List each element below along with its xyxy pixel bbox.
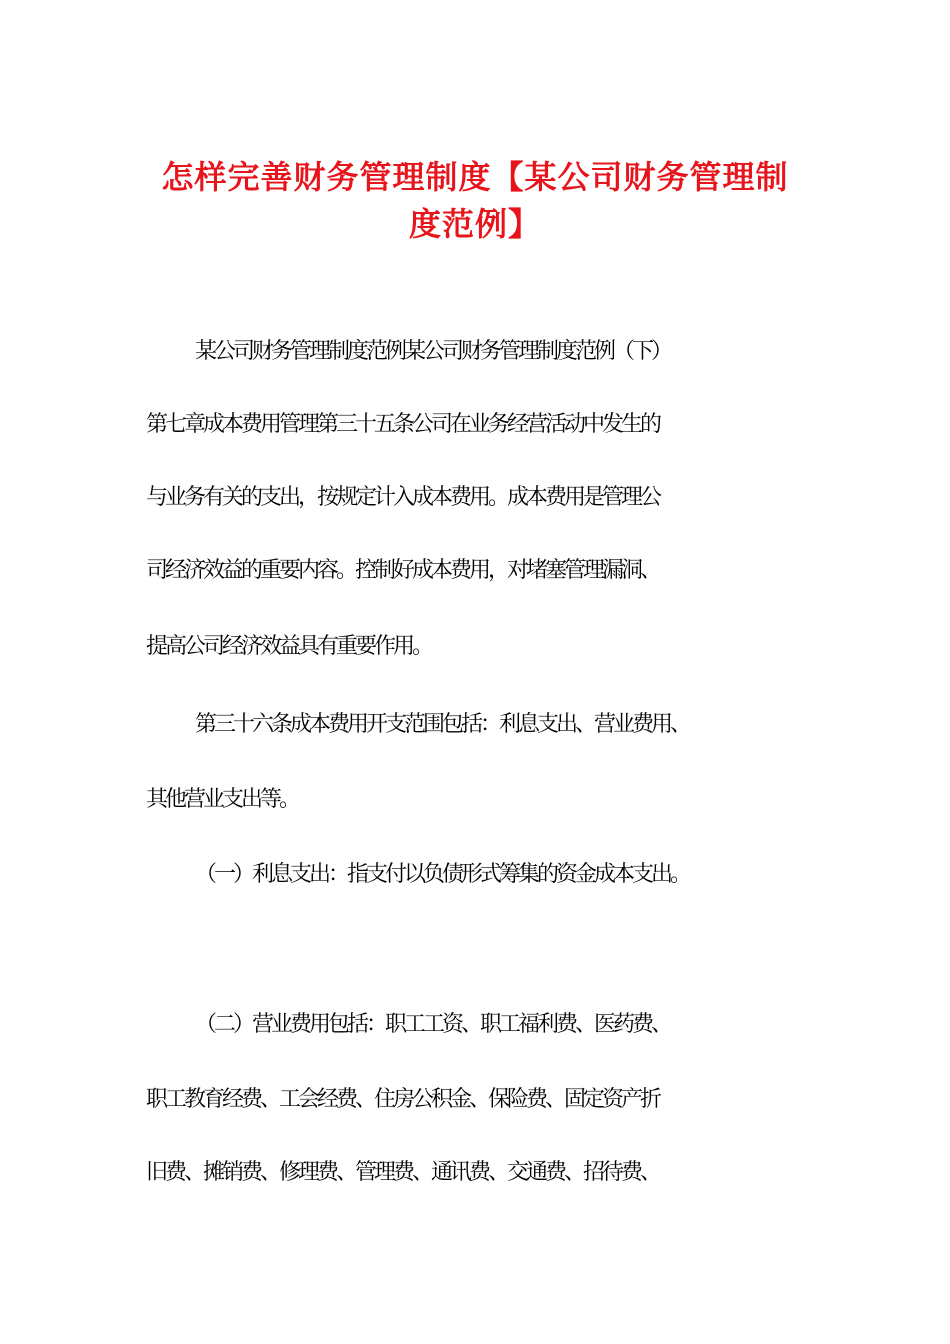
- paragraph-line: 第七章成本费用管理第三十五条公司在业务经营活动中发生的: [146, 412, 660, 437]
- paragraph-line: 旧费、摊销费、修理费、管理费、通讯费、交通费、招待费、: [146, 1160, 660, 1185]
- paragraph-line: 其他营业支出等。: [146, 787, 299, 812]
- document-title-line-2: 度范例】: [408, 205, 541, 243]
- paragraph-line: 提高公司经济效益具有重要作用。: [146, 634, 432, 659]
- paragraph-line: 司经济效益的重要内容。控制好成本费用，对堵塞管理漏洞、: [146, 558, 660, 583]
- paragraph-line: 第三十六条成本费用开支范围包括：利息支出、营业费用、: [195, 712, 690, 737]
- paragraph-line: （一）利息支出：指支付以负债形式筹集的资金成本支出。: [195, 862, 690, 887]
- paragraph-line: 与业务有关的支出，按规定计入成本费用。成本费用是管理公: [146, 485, 660, 510]
- paragraph-line: 职工教育经费、工会经费、住房公积金、保险费、固定资产折: [146, 1087, 660, 1112]
- paragraph-line: 某公司财务管理制度范例某公司财务管理制度范例（下）: [195, 339, 671, 364]
- document-title-line-1: 怎样完善财务管理制度【某公司财务管理制: [161, 158, 789, 196]
- paragraph-line: （二）营业费用包括：职工工资、职工福利费、医药费、: [195, 1012, 671, 1037]
